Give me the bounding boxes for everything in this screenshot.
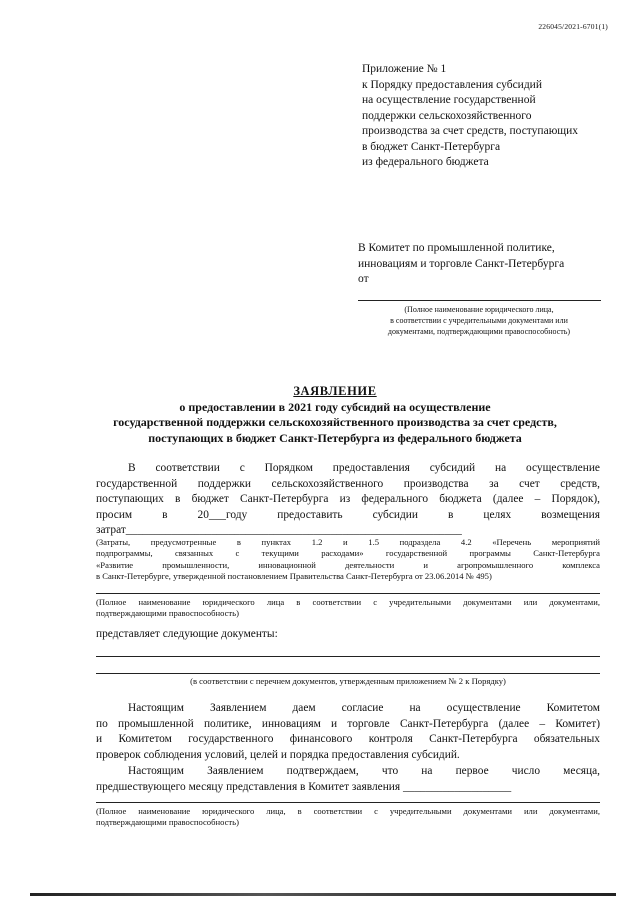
appendix-line: производства за счет средств, поступающих <box>362 125 579 137</box>
paragraph-line: по промышленной политике, инновациям и торговле Санкт-Петербурга (далее – Комитет) <box>96 717 600 730</box>
documents-line <box>96 673 600 674</box>
applicant-name-line <box>358 300 601 301</box>
scan-bottom-edge <box>30 893 616 896</box>
appendix-line: в бюджет Санкт-Петербурга <box>362 140 501 153</box>
note-line: (Полное наименование юридического лица, <box>404 305 554 314</box>
title-line: о предоставлении в 2021 году субсидий на осуществление <box>179 399 491 414</box>
paragraph-line: проверок соблюдения условий, целей и порядка предоставления субсидий. <box>96 748 460 761</box>
note-line: документами, подтверждающими правоспособность) <box>387 327 571 336</box>
legal-entity-line <box>96 593 600 594</box>
documents-label: представляет следующие документы: <box>96 628 278 640</box>
note-line: в соответствии с учредительными документами или <box>390 316 568 325</box>
final-entity-line <box>96 802 600 803</box>
costs-note <box>96 537 600 582</box>
paragraph-line: Настоящим Заявлением подтверждаем, что на первое число месяца, <box>128 765 600 777</box>
title-heading: ЗАЯВЛЕНИЕ <box>293 384 377 398</box>
consent-paragraph <box>96 701 600 763</box>
paragraph-line: предшествующего месяцу представления в Комитет заявления ___________________ <box>96 780 512 793</box>
note-line: подтверждающими правоспособность) <box>96 608 239 619</box>
document-number: 226045/2021-6701(1) <box>538 22 608 31</box>
appendix-line: к Порядку предоставления субсидий <box>362 78 542 91</box>
title-line: государственной поддержки сельскохозяйственного производства за счет средств, <box>113 415 557 429</box>
note-line: (Полное наименование юридического лица в соответствии с учредительными документами или документами, <box>96 597 600 607</box>
note-line: «Развитие промышленности, инновационной деятельности и агропромышленного комплекса <box>96 559 600 570</box>
applicant-name-note <box>345 304 613 337</box>
documents-line <box>96 656 600 657</box>
document-title <box>100 384 570 446</box>
note-line: в Санкт-Петербурге, утвержденной постановлением Правительства Санкт-Петербурга от 23.06.2014 № 495) <box>96 570 492 581</box>
appendix-header <box>362 62 622 171</box>
note-line: подпрограммы, связанных с текущими расходами» государственной программы Санкт-Петербурга <box>96 548 600 559</box>
addressee-line: инновациям и торговле Санкт-Петербурга <box>358 257 565 270</box>
appendix-line: на осуществление государственной <box>362 94 536 106</box>
appendix-line: поддержки сельскохозяйственного <box>362 109 532 122</box>
costs-field-line: затрат___________________________________________________________ <box>96 524 462 537</box>
appendix-line: Приложение № 1 <box>362 63 447 75</box>
title-line: поступающих в бюджет Санкт-Петербурга из федерального бюджета <box>148 430 522 445</box>
note-line: подтверждающими правоспособность) <box>96 817 239 828</box>
paragraph-line: государственной поддержки сельскохозяйственного производства за счет средств, <box>96 477 600 490</box>
request-paragraph <box>96 461 600 539</box>
note-line: (Полное наименование юридического лица, в соответствии с учредительными документами или документами, <box>96 806 600 816</box>
paragraph-line: и Комитетом государственного финансового контроля Санкт-Петербурга обязательных <box>96 733 600 746</box>
addressee-from: от <box>358 273 369 285</box>
paragraph-line: просим в 20___году предоставить субсидии в целях возмещения <box>96 508 600 521</box>
paragraph-line: Настоящим Заявлением даем согласие на осуществление Комитетом <box>128 702 600 714</box>
addressee-block <box>358 241 613 288</box>
paragraph-line: В соответствии с Порядком предоставления субсидий на осуществление <box>128 462 600 474</box>
note-line: (Затраты, предусмотренные в пунктах 1.2 и 1.5 подраздела 4.2 «Перечень мероприятий <box>96 537 600 547</box>
paragraph-line: поступающих в бюджет Санкт-Петербурга из федерального бюджета (далее – Порядок), <box>96 493 600 506</box>
documents-note: (в соответствии с перечнем документов, утвержденным приложением № 2 к Порядку) <box>190 676 506 686</box>
appendix-line: из федерального бюджета <box>362 156 489 168</box>
final-entity-note <box>96 806 600 829</box>
confirmation-paragraph <box>96 764 600 795</box>
addressee-line: В Комитет по промышленной политике, <box>358 242 555 254</box>
legal-entity-note <box>96 597 600 620</box>
